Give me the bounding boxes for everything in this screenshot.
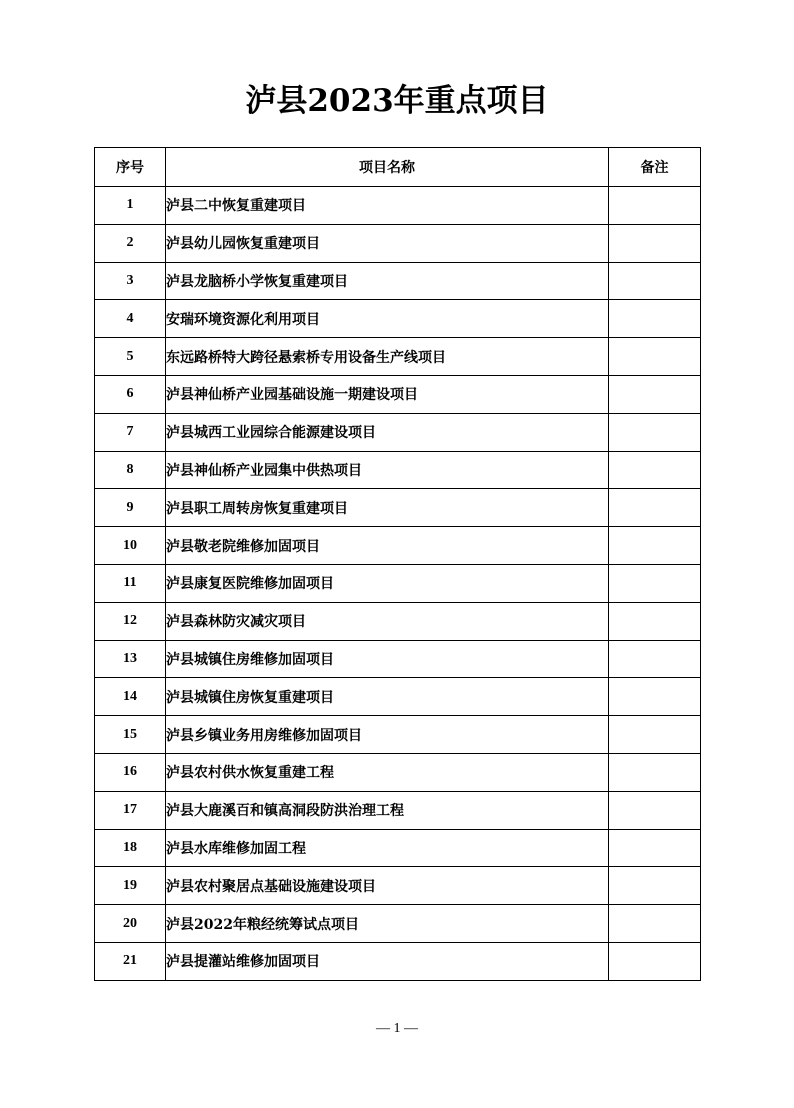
serial-number-cell: 13	[95, 640, 166, 678]
table-row	[95, 224, 701, 262]
serial-number-cell: 17	[95, 791, 166, 829]
table-row	[95, 753, 701, 791]
project-name-cell: 安瑞环境资源化利用项目	[166, 300, 609, 338]
project-name-cell: 泸县幼儿园恢复重建项目	[166, 224, 609, 262]
project-name-cell: 泸县敬老院维修加固项目	[166, 527, 609, 565]
serial-number-cell: 16	[95, 753, 166, 791]
project-name-cell: 泸县康复医院维修加固项目	[166, 564, 609, 602]
table-row	[95, 187, 701, 225]
serial-number-cell: 9	[95, 489, 166, 527]
remarks-cell	[609, 375, 701, 413]
remarks-cell	[609, 867, 701, 905]
table-row	[95, 338, 701, 376]
project-name-cell: 泸县2022年粮经统筹试点项目	[166, 905, 609, 943]
remarks-cell	[609, 905, 701, 943]
serial-number-cell: 6	[95, 375, 166, 413]
serial-number-cell: 18	[95, 829, 166, 867]
serial-number-cell: 11	[95, 564, 166, 602]
table-row	[95, 489, 701, 527]
table-row	[95, 375, 701, 413]
remarks-cell	[609, 300, 701, 338]
remarks-cell	[609, 602, 701, 640]
serial-number-cell: 8	[95, 451, 166, 489]
table-row	[95, 905, 701, 943]
remarks-cell	[609, 451, 701, 489]
remarks-cell	[609, 489, 701, 527]
project-name-cell: 泸县森林防灾减灾项目	[166, 602, 609, 640]
remarks-cell	[609, 791, 701, 829]
serial-number-cell: 1	[95, 187, 166, 225]
project-name-cell: 泸县城镇住房恢复重建项目	[166, 678, 609, 716]
header-project-name: 项目名称	[166, 148, 609, 187]
table-body	[95, 187, 701, 981]
table-header-row	[95, 148, 701, 187]
table-row	[95, 829, 701, 867]
serial-number-cell: 3	[95, 262, 166, 300]
table-row	[95, 300, 701, 338]
project-name-cell: 泸县神仙桥产业园集中供热项目	[166, 451, 609, 489]
serial-number-cell: 12	[95, 602, 166, 640]
serial-number-cell: 7	[95, 413, 166, 451]
table-row	[95, 451, 701, 489]
project-name-cell: 泸县农村聚居点基础设施建设项目	[166, 867, 609, 905]
project-name-cell: 东远路桥特大跨径悬索桥专用设备生产线项目	[166, 338, 609, 376]
serial-number-cell: 15	[95, 716, 166, 754]
project-name-cell: 泸县二中恢复重建项目	[166, 187, 609, 225]
remarks-cell	[609, 678, 701, 716]
table-row	[95, 262, 701, 300]
project-name-cell: 泸县城镇住房维修加固项目	[166, 640, 609, 678]
project-name-cell: 泸县农村供水恢复重建工程	[166, 753, 609, 791]
remarks-cell	[609, 527, 701, 565]
project-name-cell: 泸县水库维修加固工程	[166, 829, 609, 867]
project-name-cell: 泸县提灌站维修加固项目	[166, 942, 609, 980]
serial-number-cell: 10	[95, 527, 166, 565]
remarks-cell	[609, 716, 701, 754]
header-remarks: 备注	[609, 148, 701, 187]
project-name-cell: 泸县城西工业园综合能源建设项目	[166, 413, 609, 451]
project-table	[94, 147, 701, 981]
header-serial-number: 序号	[95, 148, 166, 187]
page-number: — 1 —	[376, 1021, 418, 1036]
remarks-cell	[609, 829, 701, 867]
serial-number-cell: 14	[95, 678, 166, 716]
remarks-cell	[609, 564, 701, 602]
table-row	[95, 867, 701, 905]
table-row	[95, 678, 701, 716]
table-row	[95, 602, 701, 640]
project-name-cell: 泸县神仙桥产业园基础设施一期建设项目	[166, 375, 609, 413]
remarks-cell	[609, 224, 701, 262]
project-name-cell: 泸县乡镇业务用房维修加固项目	[166, 716, 609, 754]
table-row	[95, 791, 701, 829]
serial-number-cell: 21	[95, 942, 166, 980]
serial-number-cell: 20	[95, 905, 166, 943]
page-title: 泸县2023年重点项目	[245, 83, 549, 119]
table-row	[95, 413, 701, 451]
remarks-cell	[609, 753, 701, 791]
serial-number-cell: 4	[95, 300, 166, 338]
project-name-cell: 泸县大鹿溪百和镇高洞段防洪治理工程	[166, 791, 609, 829]
serial-number-cell: 19	[95, 867, 166, 905]
table-row	[95, 942, 701, 980]
remarks-cell	[609, 262, 701, 300]
remarks-cell	[609, 640, 701, 678]
table-row	[95, 640, 701, 678]
serial-number-cell: 2	[95, 224, 166, 262]
remarks-cell	[609, 338, 701, 376]
remarks-cell	[609, 413, 701, 451]
project-name-cell: 泸县龙脑桥小学恢复重建项目	[166, 262, 609, 300]
remarks-cell	[609, 942, 701, 980]
project-name-cell: 泸县职工周转房恢复重建项目	[166, 489, 609, 527]
table-row	[95, 527, 701, 565]
table-row	[95, 716, 701, 754]
table-row	[95, 564, 701, 602]
remarks-cell	[609, 187, 701, 225]
serial-number-cell: 5	[95, 338, 166, 376]
